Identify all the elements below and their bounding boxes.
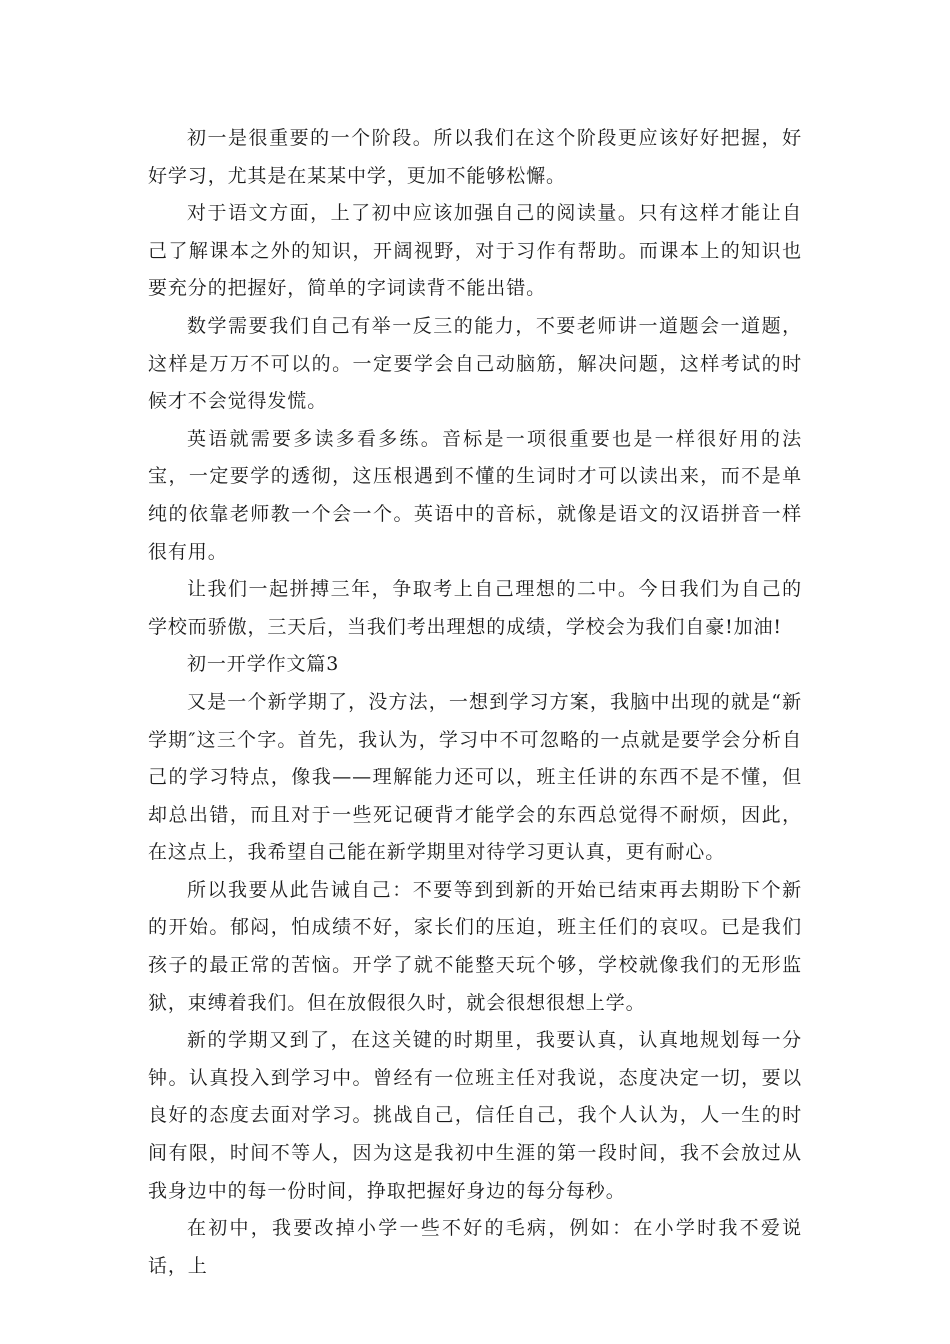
paragraph-english: 英语就需要多读多看多练。音标是一项很重要也是一样很好用的法宝，一定要学的透彻，这压根遇到不懂的生词时才可以读出来，而不是单纯的依靠老师教一个会一个。英语中的音标，就像是语文的汉语拼音一样很有用。 <box>148 427 802 563</box>
section-heading: 初一开学作文篇3 <box>187 653 340 676</box>
document-body <box>148 120 802 1285</box>
paragraph-chinese: 对于语文方面，上了初中应该加强自己的阅读量。只有这样才能让自己了解课本之外的知识，开阔视野，对于习作有帮助。而课本上的知识也要充分的把握好，简单的字词读背不能出错。 <box>148 202 802 300</box>
paragraph-habits: 在初中，我要改掉小学一些不好的毛病，例如：在小学时我不爱说话，上 <box>148 1217 802 1277</box>
paragraph-plan: 新的学期又到了，在这关键的时期里，我要认真，认真地规划每一分钟。认真投入到学习中。曾经有一位班主任对我说，态度决定一切，要以良好的态度去面对学习。挑战自己，信任自己，我个人认为，人一生的时间有限，时间不等人，因为这是我初中生涯的第一段时间，我不会放过从我身边中的每一份时间，挣取把握好身边的每分每秒。 <box>148 1029 802 1202</box>
paragraph-math: 数学需要我们自己有举一反三的能力，不要老师讲一道题会一道题，这样是万万不可以的。一定要学会自己动脑筋，解决问题，这样考试的时候才不会觉得发慌。 <box>148 314 802 413</box>
paragraph-intro: 初一是很重要的一个阶段。所以我们在这个阶段更应该好好把握，好好学习，尤其是在某某中学，更加不能够松懈。 <box>148 127 802 187</box>
paragraph-new-semester: 又是一个新学期了，没方法，一想到学习方案，我脑中出现的就是“新学期″这三个字。首先，我认为，学习中不可忽略的一点就是要学会分析自己的学习特点，像我——理解能力还可以，班主任讲的东西不是不懂，但却总出错，而且对于一些死记硬背才能学会的东西总觉得不耐烦，因此，在这点上，我希望自己能在新学期里对待学习更认真，更有耐心。 <box>148 690 802 864</box>
paragraph-closing: 让我们一起拼搏三年，争取考上自己理想的二中。今日我们为自己的学校而骄傲，三天后，当我们考出理想的成绩，学校会为我们自豪!加油! <box>148 578 802 638</box>
paragraph-self-reminder: 所以我要从此告诫自己：不要等到到新的开始已结束再去期盼下个新的开始。郁闷，怕成绩不好，家长们的压迫，班主任们的哀叹。已是我们孩子的最正常的苦恼。开学了就不能整天玩个够，学校就像我们的无形监狱，束缚着我们。但在放假很久时，就会很想很想上学。 <box>148 878 802 1014</box>
